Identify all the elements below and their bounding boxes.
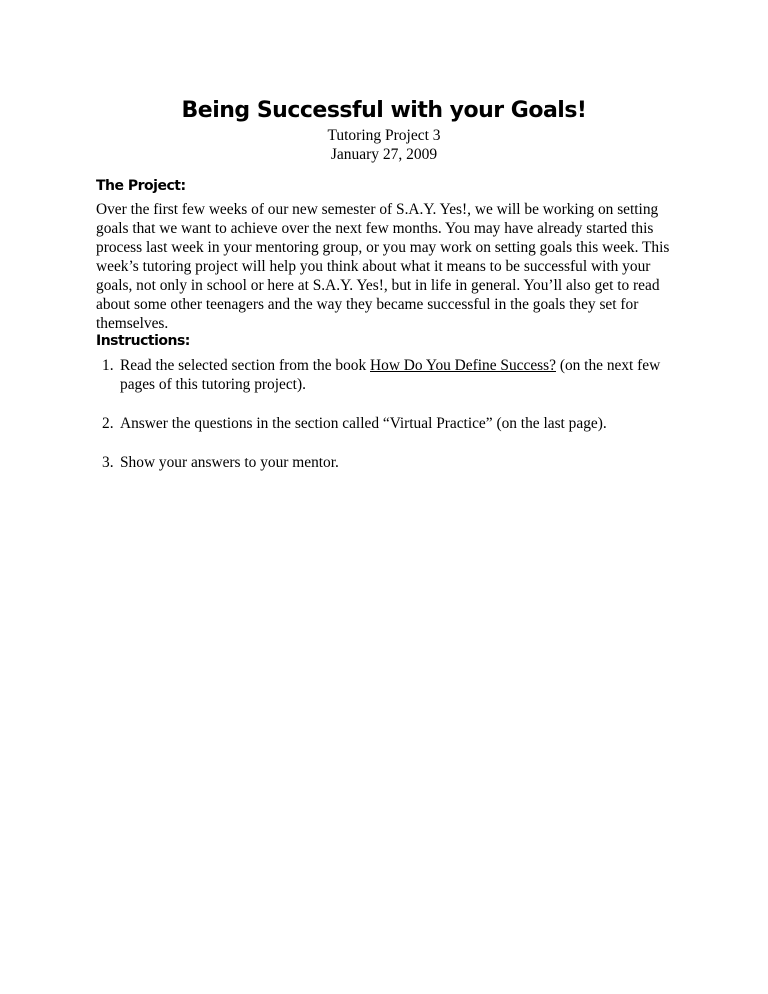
document-subtitle: Tutoring Project 3: [327, 127, 441, 144]
project-heading: The Project:: [96, 178, 186, 194]
step-number: 3.: [102, 454, 114, 471]
instruction-step: [96, 453, 691, 472]
step-text-continued: (on the next few pages of this tutoring project).: [120, 357, 661, 393]
document-date: January 27, 2009: [330, 146, 438, 163]
step-text: Show your answers to your mentor.: [120, 454, 339, 471]
document-title: Being Successful with your Goals!: [181, 98, 587, 123]
book-title: How Do You Define Success?: [370, 357, 556, 374]
instruction-step: [96, 414, 691, 433]
step-text: Read the selected section from the book: [120, 357, 371, 374]
step-number: 2.: [102, 415, 114, 432]
instruction-step: [96, 356, 691, 394]
instructions-list: [96, 356, 691, 492]
step-text: Answer the questions in the section called “Virtual Practice” (on the last page).: [120, 415, 607, 432]
project-paragraph: Over the first few weeks of our new semester of S.A.Y. Yes!, we will be working on setting goals that we want to achieve over the next few months. You may have already started this process last week in your mentoring group, or you may work on setting goals this week. This week’s tutoring project will help you think about what it means to be successful with your goals, not only in school or here at S.A.Y. Yes!, but in life in general. You’ll also get to read about some other teenagers and the way they became successful in the goals they set for themselves.: [96, 201, 670, 332]
instructions-heading: Instructions:: [96, 333, 190, 349]
step-number: 1.: [102, 357, 114, 374]
